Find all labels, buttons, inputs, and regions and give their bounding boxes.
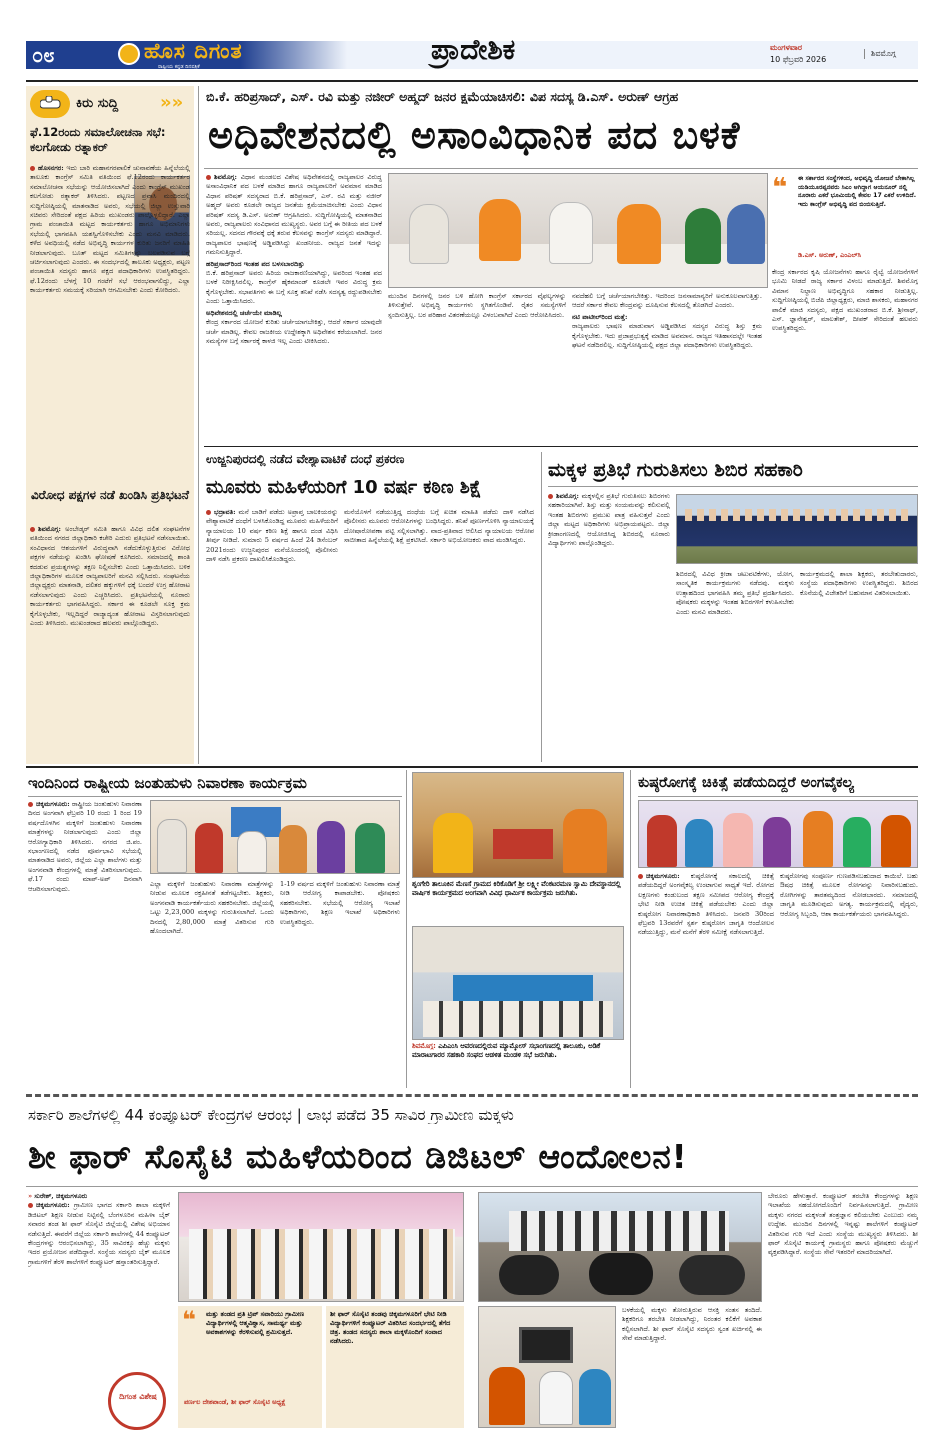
leprosy-rule xyxy=(638,796,918,797)
person-6 xyxy=(727,204,765,264)
bottom-rule xyxy=(26,1186,918,1187)
quote-icon: ❝ xyxy=(772,173,788,203)
lead-body4: ಮುಂದಿನ ದಿನಗಳಲ್ಲಿ ಜನರ ಬಳಿ ಹೋಗಿ ಕಾಂಗ್ರೆಸ್ ಸರ್ಕಾರದ ವೈಫಲ್ಯಗಳನ್ನು ತಿಳಿಸುತ್ತೇವೆ. ಅಭಿವೃದ್ಧಿ ಕಾರ್ಯಗಳು ಸ್ಥಗಿತಗೊಂಡಿವೆ. ರೈತರ ಸಮಸ್ಯೆಗಳಿಗೆ ಸ್ಪಂದಿಸುತ್ತಿಲ್ಲ. ಬರ ಪರಿಹಾರ ವಿತರಣೆಯಲ್ಲೂ ವಿಳಂಬವಾಗಿದೆ ಎಂದು ಆರೋಪಿಸಿದರು. xyxy=(388,292,566,319)
lead-subhead1: ಹರಿಪ್ರಸಾದ್‌ರಿಂದ ಇಂತಹ ಪದ ಬಳಸಬಾರದಿತ್ತು xyxy=(206,259,305,268)
camp-body3: ಕಾರ್ಯಕ್ರಮದಲ್ಲಿ ಶಾಲಾ ಶಿಕ್ಷಕರು, ತರಬೇತುದಾರರು, ಸಂಸ್ಥೆಯ ಪದಾಧಿಕಾರಿಗಳು ಉಪಸ್ಥಿತರಿದ್ದರು. ಶಿಬಿರದ ಕೊನೆಯಲ್ಲಿ ವಿಜೇತರಿಗೆ ಬಹುಮಾನ ವಿತರಿಸಲಾಯಿತು. xyxy=(800,570,918,597)
bottom-quote1-by: ಪರ್ಣಲ ದೇಶಪಾಂಡೆ, ಶೀ ಫಾರ್ ಸೊಸೈಟಿ ಅಧ್ಯಕ್ಷೆ xyxy=(184,1398,286,1406)
person-2 xyxy=(685,819,713,867)
lead-text-col2 xyxy=(388,292,566,440)
person-5 xyxy=(803,811,833,867)
person-5 xyxy=(685,208,721,264)
crowd-heads xyxy=(685,509,911,521)
motorbike-2 xyxy=(589,1253,653,1295)
masthead xyxy=(26,35,918,77)
meeting-caption-text: ಎಪಿಎಂಸಿ ಆವರಣದಲ್ಲಿರುವ ಮ್ಯಾಮ್ಕೋಸ್ ಸಭಾಂಗಣದಲ್ಲಿ ತಾಲೂಕು, ಅಡಿಕೆ ಮಾರಾಟಗಾರರ ಸಹಕಾರಿ ಸಂಘದ ಆಡಳಿತ ಮಂಡಳಿ ಸಭೆ ಜರುಗಿತು. xyxy=(412,1042,601,1059)
deworm-rule xyxy=(28,796,402,797)
bullet-icon xyxy=(28,1203,33,1208)
puja-caption: ಶೃಂಗೇರಿ ತಾಲೂಕಿನ ಮೆಣಸೆ ಗ್ರಾಮದ ಕಿರಿಕೊಡಿಗೆ ಶ್ರೀ ಲಕ್ಷ್ಮೀ ವೆಂಕಟರಮಣ ಸ್ವಾಮಿ ದೇವಸ್ಥಾನದಲ್ಲಿ ವಾರ್ಷಿಕ ಕಾರ್ಯಕ್ರಮದ ಅಂಗವಾಗಿ ವಿವಿಧ ಧಾರ್ಮಿಕ ಕಾರ್ಯಕ್ರಮ ಜರುಗಿತು. xyxy=(412,880,621,897)
camp-text-col1 xyxy=(548,492,670,760)
court-headline: ಮೂವರು ಮಹಿಳೆಯರಿಗೆ 10 ವರ್ಷ ಕಠಿಣ ಶಿಕ್ಷೆ xyxy=(206,477,482,498)
deworm-body3: 1-19 ವರ್ಷದ ಮಕ್ಕಳಿಗೆ ಜಂತುಹುಳು ನಿವಾರಣಾ ಮಾತ್ರೆ ನೀಡಿ ಆರೋಗ್ಯ ಕಾಪಾಡಬೇಕು. ಪೋಷಕರು ಸಹಕರಿಸಬೇಕು. ಸಭೆಯಲ್ಲಿ ಆರೋಗ್ಯ ಇಲಾಖೆ ಅಧಿಕಾರಿಗಳು, ಶಿಕ್ಷಣ ಇಲಾಖೆ ಅಧಿಕಾರಿಗಳು ಉಪಸ್ಥಿತರಿದ್ದರು. xyxy=(280,880,400,926)
bottom-dateline: ಚಿಕ್ಕಮಗಳೂರು: xyxy=(36,1201,70,1210)
group-photo xyxy=(178,1192,464,1302)
sidebar-story1-body: ಇದು ಬಾರಿ ಮಹಾನಗರಪಾಲಿಕೆ ಚುನಾವಣೆಯ ಹಿನ್ನೆಲೆಯಲ್ಲಿ ತಾಲೂಕು ಕಾಂಗ್ರೆಸ್ ಸಮಿತಿ ವತಿಯಿಂದ ಫೆ.12ರಂದು ಕಾರ್ಯಕರ್ತರ ಸಮಾಲೋಚನಾ ಸಭೆಯನ್ನು ಆಯೋಜಿಸಲಾಗಿದೆ ಎಂದು ಕಾಂಗ್ರೆಸ್ ಮುಖಂಡ ಕಲಗೋಡು ರತ್ನಾಕರ್ ತಿಳಿಸಿದರು. ಪಟ್ಟಣದ ಪ್ರವಾಸಿ ಮಂದಿರದಲ್ಲಿ ಸುದ್ದಿಗೋಷ್ಠಿಯಲ್ಲಿ ಮಾತನಾಡಿದ ಅವರು, ಸಭೆಯಲ್ಲಿ ಜಿಲ್ಲಾ ಉಸ್ತುವಾರಿ ಸಚಿವರು ಸೇರಿದಂತೆ ಪಕ್ಷದ ಹಿರಿಯ ಮುಖಂಡರು ಪಾಲ್ಗೊಳ್ಳಲಿದ್ದಾರೆ. ಎಲ್ಲಾ ಗ್ರಾಮ ಪಂಚಾಯಿತಿ ಮಟ್ಟದ ಕಾರ್ಯಕರ್ತರು ಹಾಗೂ ಅಭಿಮಾನಿಗಳು ಸಭೆಯಲ್ಲಿ ಭಾಗವಹಿಸಿ ಯಶಸ್ವಿಗೊಳಿಸಬೇಕು ಎಂದು ಮನವಿ ಮಾಡಿದರು. ಕಳೆದ ಅವಧಿಯಲ್ಲಿ ನಡೆದ ಅಭಿವೃದ್ಧಿ ಕಾರ್ಯಗಳ ಕುರಿತು ಜನರಿಗೆ ಮಾಹಿತಿ ನೀಡಲಾಗುವುದು. ಬೂತ್ ಮಟ್ಟದ ಸಮಿತಿಗಳನ್ನು ಬಲಪಡಿಸುವ ಬಗ್ಗೆ ಚರ್ಚಿಸಲಾಗುವುದು ಎಂದರು. ಈ ಸಂದರ್ಭದಲ್ಲಿ ತಾಲೂಕು ಅಧ್ಯಕ್ಷರು, ಪಟ್ಟಣ ಪಂಚಾಯಿತಿ ಸದಸ್ಯರು ಹಾಗೂ ಪಕ್ಷದ ಪದಾಧಿಕಾರಿಗಳು ಉಪಸ್ಥಿತರಿದ್ದರು. ಫೆ.12ರಂದು ಬೆಳಗ್ಗೆ 10 ಗಂಟೆಗೆ ಸಭೆ ಆರಂಭವಾಗಲಿದ್ದು, ಎಲ್ಲಾ ಕಾರ್ಯಕರ್ತರು ಸಮಯಕ್ಕೆ ಸರಿಯಾಗಿ ಆಗಮಿಸಬೇಕು ಎಂದು ಕೋರಿದರು. xyxy=(30,164,190,295)
bottom-byline: ಸುರೇಶ್, ಚಿಕ್ಕಮಗಳೂರು xyxy=(34,1192,88,1200)
bullet-icon xyxy=(548,494,553,499)
deworm-body1: ರಾಷ್ಟ್ರೀಯ ಜಂತುಹುಳು ನಿವಾರಣಾ ದಿನದ ಅಂಗವಾಗಿ ಫೆಬ್ರವರಿ 10 ರಂದು 1 ರಿಂದ 19 ವರ್ಷದೊಳಗಿನ ಮಕ್ಕಳಿಗೆ ಜಂತುಹುಳು ನಿವಾರಣಾ ಮಾತ್ರೆಗಳನ್ನು ನೀಡಲಾಗುವುದು ಎಂದು ಜಿಲ್ಲಾ ಆರೋಗ್ಯಾಧಿಕಾರಿ ತಿಳಿಸಿದರು. ನಗರದ ಜಿ.ಪಂ. ಸಭಾಂಗಣದಲ್ಲಿ ನಡೆದ ಪೂರ್ವಭಾವಿ ಸಭೆಯಲ್ಲಿ ಮಾತನಾಡಿದ ಅವರು, ಜಿಲ್ಲೆಯ ಎಲ್ಲಾ ಶಾಲೆಗಳು ಮತ್ತು ಅಂಗನವಾಡಿ ಕೇಂದ್ರಗಳಲ್ಲಿ ಮಾತ್ರೆ ವಿತರಿಸಲಾಗುವುದು. ಫೆ.17 ರಂದು ಮಾಪ್-ಅಪ್ ದಿನವಾಗಿ ಆಚರಿಸಲಾಗುವುದು. xyxy=(28,800,142,893)
paper-name: ಹೊಸ ದಿಗಂತ xyxy=(144,39,243,63)
puja-photo xyxy=(412,772,624,878)
priest-1 xyxy=(433,813,473,873)
paper-tagline: ರಾಷ್ಟ್ರೀಯ ಕನ್ನಡ ದಿನಪತ್ರಿಕೆ xyxy=(158,64,200,70)
person-3 xyxy=(723,813,753,867)
bottom-text-col4 xyxy=(768,1192,918,1428)
lead-body2: ಬಿ.ಕೆ. ಹರಿಪ್ರಸಾದ್ ಅವರು ಹಿರಿಯ ರಾಜಕಾರಣಿಯಾಗಿದ್ದು, ಅವರಿಂದ ಇಂತಹ ಪದ ಬಳಕೆ ನಿರೀಕ್ಷಿಸಿರಲಿಲ್ಲ. ಕಾಂಗ್ರೆಸ್ ಹೈಕಮಾಂಡ್ ಕೂಡಲೇ ಇವರ ವಿರುದ್ಧ ಕ್ರಮ ಕೈಗೊಳ್ಳಬೇಕು. ಸಭಾಪತಿಗಳು ಈ ಬಗ್ಗೆ ಸೂಕ್ತ ತನಿಖೆ ನಡೆಸಿ ಸದಸ್ಯತ್ವ ರದ್ದುಪಡಿಸಬೇಕು ಎಂದು ಒತ್ತಾಯಿಸಿದರು. xyxy=(206,269,382,306)
section-rule xyxy=(26,766,918,768)
person-7 xyxy=(881,815,911,867)
section-rule xyxy=(204,446,918,447)
lead-text-col1 xyxy=(206,173,382,441)
special-logo-text: ದಿಗಂತ ವಿಶೇಷ xyxy=(119,1392,157,1401)
lead-subhead2: ಅಧಿವೇಶನದಲ್ಲಿ ಚರ್ಚೆಯೇ ಮಾಡಿಲ್ಲ xyxy=(206,308,282,317)
sidebar-logo xyxy=(30,90,190,120)
person-2 xyxy=(479,199,521,261)
hand-icon xyxy=(40,96,62,112)
lead-dateline: ಶಿವಮೊಗ್ಗ: xyxy=(214,173,237,181)
bullet-icon xyxy=(30,527,35,532)
bottom-quote2-text: ಶೀ ಫಾರ್ ಸೊಸೈಟಿ ತಂಡವು ಚಿಕ್ಕಮಗಳೂರಿಗೆ ಭೇಟಿ ನೀಡಿ ವಿದ್ಯಾರ್ಥಿಗಳಿಗೆ ಕಂಪ್ಯೂಟರ್ ವಿತರಿಸಿದ ಸಂದರ್ಭದಲ್ಲಿ ತೆಗೆದ ಚಿತ್ರ. ತಂಡದ ಸದಸ್ಯರು ಶಾಲಾ ಮಕ್ಕಳೊಂದಿಗೆ ಸಂವಾದ ನಡೆಸಿದರು. xyxy=(330,1310,451,1345)
motorbike-1 xyxy=(499,1255,559,1295)
person-4 xyxy=(617,204,661,264)
bullet-icon xyxy=(30,166,35,171)
bullet-icon xyxy=(206,510,211,515)
leprosy-body1: ಕುಷ್ಠರೋಗಕ್ಕೆ ಸಕಾಲದಲ್ಲಿ ಚಿಕಿತ್ಸೆ ಪಡೆಯದಿದ್ದರೆ ಅಂಗವೈಕಲ್ಯ ಉಂಟಾಗುವ ಸಾಧ್ಯತೆ ಇದೆ. ರೋಗದ ಲಕ್ಷಣಗಳು ಕಂಡುಬಂದ ತಕ್ಷಣ ಸಮೀಪದ ಆರೋಗ್ಯ ಕೇಂದ್ರಕ್ಕೆ ಭೇಟಿ ನೀಡಿ ಉಚಿತ ಚಿಕಿತ್ಸೆ ಪಡೆಯಬೇಕು ಎಂದು ಜಿಲ್ಲಾ ಕುಷ್ಠರೋಗ ನಿವಾರಣಾಧಿಕಾರಿ ತಿಳಿಸಿದರು. ಜನವರಿ 30ರಿಂದ ಫೆಬ್ರವರಿ 13ರವರೆಗೆ ಸ್ಪರ್ಶ ಕುಷ್ಠರೋಗ ಜಾಗೃತಿ ಆಂದೋಲನ ನಡೆಯುತ್ತಿದ್ದು, ಮನೆ ಮನೆಗೆ ತೆರಳಿ ಸಮೀಕ್ಷೆ ನಡೆಸಲಾಗುತ್ತಿದೆ. xyxy=(638,872,774,937)
sidebar-story2-text xyxy=(30,525,190,761)
lead-body3: ಕೇಂದ್ರ ಸರ್ಕಾರದ ಯೋಜನೆ ಕುರಿತು ಚರ್ಚೆಯಾಗಬೇಕಿತ್ತು, ಆದರೆ ಸರ್ಕಾರ ಯಾವುದೇ ಚರ್ಚೆ ಮಾಡಿಲ್ಲ. ಕೇವಲ ರಾಜಕೀಯ ಉದ್ದೇಶಕ್ಕಾಗಿ ಅಧಿವೇಶನ ಕರೆಯಲಾಗಿದೆ. ಜನರ ಸಮಸ್ಯೆಗಳ ಬಗ್ಗೆ ಸರ್ಕಾರಕ್ಕೆ ಕಾಳಜಿ ಇಲ್ಲ ಎಂದು ಟೀಕಿಸಿದರು. xyxy=(206,318,382,345)
computer-monitor xyxy=(519,1327,573,1363)
column-rule xyxy=(630,770,631,1088)
sidebar-story2-dateline: ಶಿವಮೊಗ್ಗ: xyxy=(38,525,61,533)
person-1 xyxy=(489,1367,525,1425)
masthead-day: ಮಂಗಳವಾರ xyxy=(770,43,803,52)
camp-text-col3 xyxy=(800,570,918,760)
person-3 xyxy=(549,202,593,264)
lead-subhead3: ನಟಿ ಪಾಟೀಲ್‌ರಿಂದ ಮತ್ತೆ: xyxy=(572,312,628,321)
leprosy-dateline: ಚಿಕ್ಕಮಗಳೂರು: xyxy=(646,872,680,880)
bottom-quote2-box xyxy=(326,1306,464,1428)
court-body1: ಮನೆ ಬಾಡಿಗೆ ಪಡೆದು ಅಪ್ರಾಪ್ತ ಬಾಲಕಿಯರನ್ನು ವೇಶ್ಯಾವಾಟಿಕೆ ದಂಧೆಗೆ ಬಳಸಿಕೊಂಡಿದ್ದ ಮೂವರು ಮಹಿಳೆಯರಿಗೆ ನ್ಯಾಯಾಲಯ 10 ವರ್ಷ ಕಠಿಣ ಶಿಕ್ಷೆ ಹಾಗೂ ದಂಡ ವಿಧಿಸಿ ತೀರ್ಪು ನೀಡಿದೆ. ಸುಮಾರು 5 ವರ್ಷದ ಹಿಂದೆ 24 ಡಿಸೆಂಬರ್ 2021ರಂದು ಉಜ್ಜನಿಪುರದ ಮನೆಯೊಂದರಲ್ಲಿ ಪೊಲೀಸರು ದಾಳಿ ನಡೆಸಿ ಪ್ರಕರಣ ದಾಖಲಿಸಿಕೊಂಡಿದ್ದರು. xyxy=(206,508,338,564)
lead-text-col4 xyxy=(772,268,918,440)
deworm-text-col3 xyxy=(280,880,400,1086)
masthead-edition: ಶಿವಮೊಗ್ಗ xyxy=(864,49,896,59)
bottom-quote1-text: ಮತ್ತು ತಂಡದ ಪ್ರತಿ ಟ್ರಿಪ್ ಸವಾರಿಯು ಗ್ರಾಮೀಣ ವಿದ್ಯಾರ್ಥಿಗಳಲ್ಲಿ ಆತ್ಮವಿಶ್ವಾಸ, ಸಾಮರ್ಥ್ಯ ಮತ್ತು ಅವಕಾಶಗಳನ್ನು ಕೆರಳಿಸುವಲ್ಲಿ ಶ್ರಮಿಸುತ್ತದೆ. xyxy=(206,1310,305,1336)
leprosy-headline: ಕುಷ್ಠರೋಗಕ್ಕೆ ಚಿಕಿತ್ಸೆ ಪಡೆಯದಿದ್ದರೆ ಅಂಗವೈಕಲ್ಯ xyxy=(638,775,854,791)
lead-body7: ಕೇಂದ್ರ ಸರ್ಕಾರದ ಕೃಷಿ ಯೋಜನೆಗಳು ಹಾಗೂ ರೈಲ್ವೆ ಯೋಜನೆಗಳಿಗೆ ಭೂಮಿ ನೀಡದೆ ರಾಜ್ಯ ಸರ್ಕಾರ ವಿಳಂಬ ಮಾಡುತ್ತಿದೆ. ಶಿವಮೊಗ್ಗ ವಿಮಾನ ನಿಲ್ದಾಣ ಅಭಿವೃದ್ಧಿಗೂ ಸಹಕಾರ ನೀಡುತ್ತಿಲ್ಲ. ಸುದ್ದಿಗೋಷ್ಠಿಯಲ್ಲಿ ಬಿಜೆಪಿ ಜಿಲ್ಲಾಧ್ಯಕ್ಷರು, ಮಾಜಿ ಶಾಸಕರು, ಮಹಾನಗರ ಪಾಲಿಕೆ ಮಾಜಿ ಸದಸ್ಯರು, ಪಕ್ಷದ ಮುಖಂಡರಾದ ಬಿ.ಕೆ. ಶ್ರೀನಾಥ್, ಎಸ್. ಜ್ಞಾನೇಶ್ವರ್, ಮಾಲತೇಶ್, ದೀಪಕ್ ಸೇರಿದಂತೆ ಹಲವರು ಉಪಸ್ಥಿತರಿದ್ದರು. xyxy=(772,268,918,333)
person-3 xyxy=(237,831,267,873)
quote-icon: ❝ xyxy=(182,1306,197,1334)
section-divider xyxy=(26,1094,918,1097)
meeting-photo xyxy=(412,926,624,1040)
bottom-body1: ಗ್ರಾಮೀಣ ಭಾಗದ ಸರ್ಕಾರಿ ಶಾಲಾ ಮಕ್ಕಳಿಗೆ ಡಿಜಿಟಲ್ ಶಿಕ್ಷಣ ನೀಡುವ ನಿಟ್ಟಿನಲ್ಲಿ ಬೆಂಗಳೂರಿನ ಮಹಿಳಾ ಬೈಕ್ ಸವಾರರ ತಂಡ ಶೀ ಫಾರ್ ಸೊಸೈಟಿ ಜಿಲ್ಲೆಯಲ್ಲಿ ವಿಶೇಷ ಅಭಿಯಾನ ನಡೆಸುತ್ತಿದೆ. ಈವರೆಗೆ ಜಿಲ್ಲೆಯ ಸರ್ಕಾರಿ ಶಾಲೆಗಳಲ್ಲಿ 44 ಕಂಪ್ಯೂಟರ್ ಕೇಂದ್ರಗಳನ್ನು ಆರಂಭಿಸಲಾಗಿದ್ದು, 35 ಸಾವಿರಕ್ಕೂ ಹೆಚ್ಚು ಮಕ್ಕಳು ಇದರ ಪ್ರಯೋಜನ ಪಡೆದಿದ್ದಾರೆ. ಸಂಸ್ಥೆಯ ಸದಸ್ಯರು ಬೈಕ್ ಮೂಲಕ ಗ್ರಾಮಗಳಿಗೆ ತೆರಳಿ ಶಾಲೆಗಳಿಗೆ ಕಂಪ್ಯೂಟರ್ ಹಸ್ತಾಂತರಿಸುತ್ತಿದ್ದಾರೆ. xyxy=(28,1201,170,1266)
lead-body5: ನವದೆಹಲಿ ಬಗ್ಗೆ ಚರ್ಚೆಯಾಗಬೇಕಿತ್ತು. ಇದರಿಂದ ಜನಸಾಮಾನ್ಯರಿಗೆ ಅನುಕೂಲವಾಗುತ್ತಿತ್ತು. ಆದರೆ ಸರ್ಕಾರ ಕೇವಲ ಕೇಂದ್ರವನ್ನು ದೂಷಿಸುವ ಕೆಲಸದಲ್ಲಿ ತೊಡಗಿದೆ ಎಂದರು. xyxy=(572,292,762,310)
camp-body2: ಶಿಬಿರದಲ್ಲಿ ವಿವಿಧ ಕ್ರೀಡಾ ಚಟುವಟಿಕೆಗಳು, ಯೋಗ, ಸಾಂಸ್ಕೃತಿಕ ಕಾರ್ಯಕ್ರಮಗಳು ನಡೆದವು. ಮಕ್ಕಳು ಉತ್ಸಾಹದಿಂದ ಭಾಗವಹಿಸಿ ತಮ್ಮ ಪ್ರತಿಭೆ ಪ್ರದರ್ಶಿಸಿದರು. ಪೋಷಕರು ಮಕ್ಕಳನ್ನು ಇಂತಹ ಶಿಬಿರಗಳಿಗೆ ಕಳುಹಿಸಬೇಕು ಎಂದು ಮನವಿ ಮಾಡಿದರು. xyxy=(676,570,794,616)
sidebar-story2-headline: ವಿರೋಧ ಪಕ್ಷಗಳ ನಡೆ ಖಂಡಿಸಿ ಪ್ರತಿಭಟನೆ xyxy=(31,488,189,502)
digantha-special-logo xyxy=(108,1372,166,1430)
sidebar-logo-text: ಕಿರು ಸುದ್ದಿ xyxy=(76,96,119,111)
camp-dateline: ಶಿವಮೊಗ್ಗ: xyxy=(556,492,579,500)
bottom-quote1-box xyxy=(178,1306,322,1428)
bottom-body2: ಬಳಕೆಯಲ್ಲಿ ಮಕ್ಕಳು ತೋರುತ್ತಿರುವ ಆಸಕ್ತಿ ಸಂತಸ ತಂದಿದೆ. ಶಿಕ್ಷಕರಿಗೂ ತರಬೇತಿ ನೀಡಲಾಗಿದ್ದು, ನಿರಂತರ ಕಲಿಕೆಗೆ ಅವಕಾಶ ಕಲ್ಪಿಸಲಾಗಿದೆ. ಶೀ ಫಾರ್ ಸೊಸೈಟಿ ಸದಸ್ಯರು ಸ್ವಂತ ಖರ್ಚಿನಲ್ಲಿ ಈ ಸೇವೆ ಮಾಡುತ್ತಿದ್ದಾರೆ. xyxy=(622,1306,762,1343)
attendees xyxy=(423,1001,613,1037)
lead-body1: ವಿಧಾನ ಮಂಡಲದ ವಿಶೇಷ ಅಧಿವೇಶನದಲ್ಲಿ ರಾಜ್ಯಪಾಲರ ವಿರುದ್ಧ ಅಸಾಂವಿಧಾನಿಕ ಪದ ಬಳಕೆ ಮಾಡಿದ ಹಾಗೂ ರಾಜ್ಯಪಾಲರಿಗೆ ಅವಮಾನ ಮಾಡಿದ ವಿಧಾನ ಪರಿಷತ್ ಸದಸ್ಯರಾದ ಬಿ.ಕೆ. ಹರಿಪ್ರಸಾದ್, ಎಸ್. ರವಿ ಮತ್ತು ನಜೀರ್ ಅಹ್ಮದ್ ಅವರು ಕೂಡಲೇ ರಾಜ್ಯದ ಜನತೆಯ ಕ್ಷಮೆಯಾಚಿಸಬೇಕು ಎಂದು ವಿಧಾನ ಪರಿಷತ್ ಸದಸ್ಯ ಡಿ.ಎಸ್. ಅರುಣ್ ಆಗ್ರಹಿಸಿದರು. ಸುದ್ದಿಗೋಷ್ಠಿಯಲ್ಲಿ ಮಾತನಾಡಿದ ಅವರು, ರಾಜ್ಯಪಾಲರು ಸಂವಿಧಾನದ ಮುಖ್ಯಸ್ಥರು. ಅವರ ಬಗ್ಗೆ ಈ ರೀತಿಯ ಪದ ಬಳಕೆ ಸರಿಯಲ್ಲ. ಸದನದ ಗೌರವಕ್ಕೆ ಧಕ್ಕೆ ತರುವ ಕೆಲಸವನ್ನು ಕಾಂಗ್ರೆಸ್ ಸದಸ್ಯರು ಮಾಡಿದ್ದಾರೆ. ರಾಜ್ಯಪಾಲರ ಭಾಷಣಕ್ಕೆ ಅಡ್ಡಿಪಡಿಸಿದ್ದು ಖಂಡನೀಯ. ರಾಜ್ಯದ ಜನತೆ ಇದನ್ನು ಗಮನಿಸುತ್ತಿದ್ದಾರೆ. xyxy=(206,173,382,257)
bottom-text-col3 xyxy=(622,1306,762,1428)
bottom-headline: ಶೀ ಫಾರ್ ಸೊಸೈಟಿ ಮಹಿಳೆಯರಿಂದ ಡಿಜಿಟಲ್ ಆಂದೋಲನ! xyxy=(28,1137,688,1176)
lead-press-photo xyxy=(388,173,768,288)
lead-rule xyxy=(204,168,918,169)
motorbike-3 xyxy=(679,1255,745,1295)
column-rule xyxy=(541,452,542,762)
person-6 xyxy=(843,817,871,867)
column-rule xyxy=(406,770,407,1088)
sidebar-story1-dateline: ಹೊಸನಗರ: xyxy=(38,164,64,172)
person-1 xyxy=(409,204,449,264)
deworm-text-col2 xyxy=(150,880,274,1086)
camp-body1: ಮಕ್ಕಳಲ್ಲಿನ ಪ್ರತಿಭೆ ಗುರುತಿಸಲು ಶಿಬಿರಗಳು ಸಹಕಾರಿಯಾಗಿವೆ. ಶಿಸ್ತು ಮತ್ತು ಸಂಯಮವನ್ನು ಕಲಿಸುವಲ್ಲಿ ಇಂತಹ ಶಿಬಿರಗಳು ಪ್ರಮುಖ ಪಾತ್ರ ವಹಿಸುತ್ತವೆ ಎಂದು ಜಿಲ್ಲಾ ಮಟ್ಟದ ಅಧಿಕಾರಿಗಳು ಅಭಿಪ್ರಾಯಪಟ್ಟರು. ಜಿಲ್ಲಾ ಕ್ರೀಡಾಂಗಣದಲ್ಲಿ ಆಯೋಜಿಸಿದ್ದ ಶಿಬಿರದಲ್ಲಿ ನೂರಾರು ವಿದ್ಯಾರ್ಥಿಗಳು ಪಾಲ್ಗೊಂಡಿದ್ದರು. xyxy=(548,492,670,548)
camp-photo xyxy=(676,494,918,564)
lead-body6: ರಾಜ್ಯಪಾಲರು ಭಾಷಣ ಮಾಡುವಾಗ ಅಡ್ಡಿಪಡಿಸಿದ ಸದಸ್ಯರ ವಿರುದ್ಧ ಶಿಸ್ತು ಕ್ರಮ ಕೈಗೊಳ್ಳಬೇಕು. ಇದು ಪ್ರಜಾಪ್ರಭುತ್ವಕ್ಕೆ ಮಾಡಿದ ಅವಮಾನ. ರಾಜ್ಯದ ಇತಿಹಾಸದಲ್ಲೇ ಇಂತಹ ಘಟನೆ ನಡೆದಿರಲಿಲ್ಲ. ಸುದ್ದಿಗೋಷ್ಠಿಯಲ್ಲಿ ಪಕ್ಷದ ಜಿಲ್ಲಾ ಪದಾಧಿಕಾರಿಗಳು ಉಪಸ್ಥಿತರಿದ್ದರು. xyxy=(572,322,762,350)
sidebar-story1-text xyxy=(30,164,190,482)
bikers-people xyxy=(509,1211,729,1251)
deworm-photo xyxy=(150,800,400,874)
sidebar-story2-body: ಅಂಬೇಡ್ಕರ್ ಸಮಿತಿ ಹಾಗೂ ವಿವಿಧ ದಲಿತ ಸಂಘಟನೆಗಳ ವತಿಯಿಂದ ನಗರದ ಜಿಲ್ಲಾಧಿಕಾರಿ ಕಚೇರಿ ಎದುರು ಪ್ರತಿಭಟನೆ ನಡೆಸಲಾಯಿತು. ಸಂವಿಧಾನದ ಆಶಯಗಳಿಗೆ ವಿರುದ್ಧವಾಗಿ ನಡೆದುಕೊಳ್ಳುತ್ತಿರುವ ವಿರೋಧ ಪಕ್ಷಗಳ ನಡೆಯನ್ನು ಖಂಡಿಸಿ ಘೋಷಣೆ ಕೂಗಿದರು. ಸಮಾಜದಲ್ಲಿ ಶಾಂತಿ ಕದಡುವ ಪ್ರಯತ್ನಗಳನ್ನು ತಕ್ಷಣ ನಿಲ್ಲಿಸಬೇಕು ಎಂದು ಒತ್ತಾಯಿಸಿದರು. ಬಳಿಕ ಜಿಲ್ಲಾಧಿಕಾರಿಗಳ ಮೂಲಕ ರಾಜ್ಯಪಾಲರಿಗೆ ಮನವಿ ಸಲ್ಲಿಸಿದರು. ಸಂಘಟನೆಯ ಜಿಲ್ಲಾಧ್ಯಕ್ಷರು ಮಾತನಾಡಿ, ದಲಿತರ ಹಕ್ಕುಗಳಿಗೆ ಧಕ್ಕೆ ಬಂದರೆ ಉಗ್ರ ಹೋರಾಟ ನಡೆಸಲಾಗುವುದು ಎಂದು ಎಚ್ಚರಿಸಿದರು. ಪ್ರತಿಭಟನೆಯಲ್ಲಿ ನೂರಾರು ಕಾರ್ಯಕರ್ತರು ಭಾಗವಹಿಸಿದ್ದರು. ಸರ್ಕಾರ ಈ ಕೂಡಲೇ ಸೂಕ್ತ ಕ್ರಮ ಕೈಗೊಳ್ಳಬೇಕು, ಇಲ್ಲದಿದ್ದರೆ ರಾಜ್ಯಾದ್ಯಂತ ಹೋರಾಟ ವಿಸ್ತರಿಸಲಾಗುವುದು ಎಂದು ತಿಳಿಸಿದರು. ಮುಖಂಡರಾದ ಹಲವರು ಪಾಲ್ಗೊಂಡಿದ್ದರು. xyxy=(30,525,190,628)
person-4 xyxy=(763,817,791,867)
sidebar-story1-headline: ಫೆ.12ರಂದು ಸಮಾಲೋಚನಾ ಸಭೆ: ಕಲಗೋಡು ರತ್ನಾಕರ್ xyxy=(30,125,166,154)
lead-quote-text: ಈ ಸರ್ಕಾರದ ಸಂಸ್ಥೆಗಳಿಂದ, ಅಭಿವೃದ್ಧಿ ಯೋಜನೆ ಬೇಕಾಗಿಲ್ಲ ಯಡಿಯೂರಪ್ಪನವರು ಸಿಎಂ ಆಗಿದ್ದಾಗ ಆಯನೂರ್ ನಲ್ಲಿ ನೂರಾರು ಎಕರೆ ಭೂಮಿಯಲ್ಲಿ ಕೇವಲ 17 ಎಕರೆ ಉಳಿದಿದೆ. ಇದು ಕಾಂಗ್ರೆಸ್ ಅಭಿವೃದ್ಧಿ ಪದ ಬಿಂಬಿಸುತ್ತಿದೆ. xyxy=(798,175,917,208)
bottom-byline-row xyxy=(28,1192,170,1201)
priest-2 xyxy=(563,809,607,873)
person-4 xyxy=(279,825,307,873)
bikers-photo xyxy=(478,1192,762,1302)
court-text-col2 xyxy=(344,508,534,760)
person-1 xyxy=(647,815,677,867)
meeting-table xyxy=(453,975,593,1001)
lead-kicker: ಬಿ.ಕೆ. ಹರಿಪ್ರಸಾದ್, ಎಸ್. ರವಿ ಮತ್ತು ನಜೀರ್ ಅಹ್ಮದ್ ಜನರ ಕ್ಷಮೆಯಾಚಿಸಲಿ: ವಿಪ ಸದಸ್ಯ ಡಿ.ಎಸ್. ಅರುಣ್ ಆಗ್ರಹ xyxy=(206,89,679,104)
lead-text-col3 xyxy=(572,292,762,440)
person-2 xyxy=(539,1371,573,1425)
bullet-icon xyxy=(638,874,643,879)
court-body2: ಮನೆಯೊಳಗೆ ನಡೆಯುತ್ತಿದ್ದ ದಂಧೆಯ ಬಗ್ಗೆ ಖಚಿತ ಮಾಹಿತಿ ಪಡೆದು ದಾಳಿ ನಡೆಸಿದ ಪೊಲೀಸರು ಮೂವರು ಆರೋಪಿಗಳನ್ನು ಬಂಧಿಸಿದ್ದರು. ತನಿಖೆ ಪೂರ್ಣಗೊಳಿಸಿ ನ್ಯಾಯಾಲಯಕ್ಕೆ ದೋಷಾರೋಪಣಾ ಪಟ್ಟಿ ಸಲ್ಲಿಸಲಾಗಿತ್ತು. ವಾದ-ಪ್ರತಿವಾದ ಆಲಿಸಿದ ನ್ಯಾಯಾಲಯ ಆರೋಪ ಸಾಬೀತಾದ ಹಿನ್ನೆಲೆಯಲ್ಲಿ ಶಿಕ್ಷೆ ಪ್ರಕಟಿಸಿದೆ. ಸರ್ಕಾರಿ ಅಭಿಯೋಜಕರು ವಾದ ಮಂಡಿಸಿದ್ದರು. xyxy=(344,508,534,545)
deworm-body2: ಎಲ್ಲಾ ಮಕ್ಕಳಿಗೆ ಜಂತುಹುಳು ನಿವಾರಣಾ ಮಾತ್ರೆಗಳನ್ನು ನೀಡುವ ಮೂಲಕ ರಕ್ತಹೀನತೆ ತಡೆಗಟ್ಟಬೇಕು. ಶಿಕ್ಷಕರು, ಅಂಗನವಾಡಿ ಕಾರ್ಯಕರ್ತೆಯರು ಸಹಕರಿಸಬೇಕು. ಜಿಲ್ಲೆಯಲ್ಲಿ ಒಟ್ಟು 2,23,000 ಮಕ್ಕಳನ್ನು ಗುರುತಿಸಲಾಗಿದೆ. ಒಂದು ದಿನದಲ್ಲಿ 2,80,000 ಮಾತ್ರೆ ವಿತರಿಸುವ ಗುರಿ ಹೊಂದಲಾಗಿದೆ. xyxy=(150,880,274,936)
camp-rule xyxy=(548,486,918,487)
lead-quote-by: ಡಿ.ಎಸ್. ಅರುಣ್, ಎಂಎಲ್‌ಸಿ xyxy=(798,251,862,259)
leprosy-body2: ಕುಷ್ಠರೋಗವು ಸಂಪೂರ್ಣ ಗುಣಪಡಿಸಬಹುದಾದ ಕಾಯಿಲೆ. ಬಹು ಔಷಧ ಚಿಕಿತ್ಸೆ ಮೂಲಕ ರೋಗವನ್ನು ನಿವಾರಿಸಬಹುದು. ರೋಗಿಗಳನ್ನು ತಾರತಮ್ಯದಿಂದ ನೋಡಬಾರದು. ಸಮಾಜದಲ್ಲಿ ಜಾಗೃತಿ ಮೂಡಿಸುವುದು ಅಗತ್ಯ. ಕಾರ್ಯಕ್ರಮದಲ್ಲಿ ವೈದ್ಯರು, ಆರೋಗ್ಯ ಸಿಬ್ಬಂದಿ, ಆಶಾ ಕಾರ್ಯಕರ್ತೆಯರು ಭಾಗವಹಿಸಿದ್ದರು. xyxy=(780,872,918,918)
court-kicker: ಉಜ್ಜನಿಪುರದಲ್ಲಿ ನಡೆದ ವೇಶ್ಯಾವಾಟಿಕೆ ದಂಧೆ ಪ್ರಕರಣ xyxy=(206,452,405,466)
person-5 xyxy=(317,821,345,873)
meeting-caption-dateline: ಶಿವಮೊಗ್ಗ: xyxy=(412,1042,436,1050)
masthead-date: 10 ಫೆಬ್ರವರಿ 2026 xyxy=(770,55,827,64)
page-number: ೦೮ xyxy=(32,43,55,67)
deworm-headline: ಇಂದಿನಿಂದ ರಾಷ್ಟ್ರೀಯ ಜಂತುಹುಳು ನಿವಾರಣಾ ಕಾರ್ಯಕ್ರಮ xyxy=(28,774,307,792)
person-2 xyxy=(195,823,223,873)
bottom-body3: ಬೇರೂರು ಹೇಳುತ್ತಾರೆ. ಕಂಪ್ಯೂಟರ್ ತರಬೇತಿ ಕೇಂದ್ರಗಳನ್ನು ಶಿಕ್ಷಣ ಇಲಾಖೆಯ ಸಹಯೋಗದೊಂದಿಗೆ ನಿರ್ವಹಿಸಲಾಗುತ್ತಿದೆ. ಗ್ರಾಮೀಣ ಮಕ್ಕಳು ನಗರದ ಮಕ್ಕಳಂತೆ ತಂತ್ರಜ್ಞಾನ ಕಲಿಯಬೇಕು ಎಂಬುದು ನಮ್ಮ ಉದ್ದೇಶ. ಮುಂದಿನ ದಿನಗಳಲ್ಲಿ ಇನ್ನಷ್ಟು ಶಾಲೆಗಳಿಗೆ ಕಂಪ್ಯೂಟರ್ ವಿತರಿಸುವ ಗುರಿ ಇದೆ ಎಂದು ಸಂಸ್ಥೆಯ ಮುಖ್ಯಸ್ಥರು ತಿಳಿಸಿದರು. ಶೀ ಫಾರ್ ಸೊಸೈಟಿ ಕಾರ್ಯಕ್ಕೆ ಗ್ರಾಮಸ್ಥರು ಹಾಗೂ ಪೋಷಕರು ಮೆಚ್ಚುಗೆ ವ್ಯಕ್ತಪಡಿಸಿದ್ದಾರೆ. ಸಂಸ್ಥೆಯ ಸೇವೆ ಇತರರಿಗೆ ಮಾದರಿಯಾಗಿದೆ. xyxy=(768,1192,918,1257)
lead-quote-box xyxy=(772,175,918,263)
leprosy-text-col2 xyxy=(780,872,918,1086)
fire-altar xyxy=(493,829,553,859)
bullet-icon xyxy=(28,802,33,807)
leprosy-photo xyxy=(638,800,918,868)
court-dateline: ಭದ್ರಾವತಿ: xyxy=(214,508,236,516)
camp-text-col2 xyxy=(676,570,794,760)
lead-headline: ಅಧಿವೇಶನದಲ್ಲಿ ಅಸಾಂವಿಧಾನಿಕ ಪದ ಬಳಕೆ xyxy=(208,113,741,157)
court-text-col1 xyxy=(206,508,338,760)
section-title: ಪ್ರಾದೇಶಿಕ xyxy=(431,33,516,66)
column-rule xyxy=(198,86,199,764)
group-people xyxy=(189,1229,455,1299)
person-1 xyxy=(157,819,187,873)
leprosy-text-col1 xyxy=(638,872,774,1086)
bottom-kicker: ಸರ್ಕಾರಿ ಶಾಲೆಗಳಲ್ಲಿ 44 ಕಂಪ್ಯೂಟರ್ ಕೇಂದ್ರಗಳ ಆರಂಭ | ಲಾಭ ಪಡೆದ 35 ಸಾವಿರ ಗ್ರಾಮೀಣ ಮಕ್ಕಳು xyxy=(28,1106,514,1124)
lamp-icon xyxy=(118,43,140,65)
masthead-rule xyxy=(26,80,918,82)
camp-headline: ಮಕ್ಕಳ ಪ್ರತಿಭೆ ಗುರುತಿಸಲು ಶಿಬಿರ ಸಹಕಾರಿ xyxy=(548,459,803,481)
person-6 xyxy=(355,823,385,873)
paper-logo xyxy=(118,39,288,71)
kids-computer-photo xyxy=(478,1306,616,1428)
bullet-icon xyxy=(206,175,211,180)
byline-arrow-icon: » xyxy=(28,1192,33,1200)
deworm-text-col1 xyxy=(28,800,142,1086)
chevrons-icon: »» xyxy=(160,92,184,113)
person-3 xyxy=(579,1369,611,1425)
meeting-caption xyxy=(412,1042,624,1086)
deworm-dateline: ಚಿಕ್ಕಮಗಳೂರು: xyxy=(36,800,70,808)
